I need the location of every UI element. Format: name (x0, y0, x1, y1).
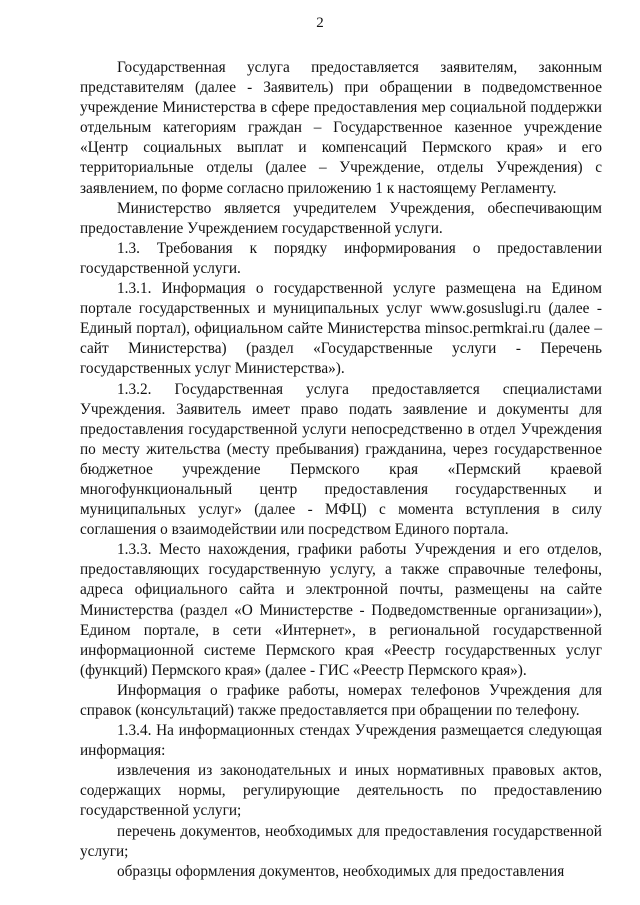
list-item-document-list: перечень документов, необходимых для предоставления государственной услуги; (80, 822, 602, 860)
paragraph-ministry-founder: Министерство является учредителем Учреждения, обеспечивающим предоставление Учреждением государственной услуги. (80, 199, 602, 237)
page-number: 2 (316, 15, 324, 31)
paragraph-1-3-3: 1.3.3. Место нахождения, графики работы Учреждения и его отделов, предоставляющих государственную услугу, а также справочные телефоны, адреса официального сайта и электронной почты, размещены на сайте Министерства (раздел «О Министерстве - Подведомственные организации»), Едином портале, в сети «Интернет», в региональной государственной информационной системе Пермского края «Реестр государственных услуг (функций) Пермского края» (далее - ГИС «Реестр Пермского края»). (80, 541, 602, 679)
paragraph-1-3-4: 1.3.4. На информационных стендах Учреждения размещается следующая информация: (80, 722, 602, 760)
paragraph-1-3-2: 1.3.2. Государственная услуга предоставляется специалистами Учреждения. Заявитель имеет право подать заявление и документы для предоставления государственной услуги непосредственно в отдел Учреждения по месту жительства (месту пребывания) гражданина, через государственное бюджетное учреждение Пермского края «Пермский краевой многофункциональный центр предоставления государственных и муниципальных услуг» (далее - МФЦ) с момента вступления в силу соглашения о взаимодействии или посредством Единого портала. (80, 380, 602, 539)
paragraph-1-3-1: 1.3.1. Информация о государственной услуге размещена на Едином портале государственных и муниципальных услуг www.gosuslugi.ru (далее - Единый портал), официальном сайте Министерства minsoc.permkrai.ru (далее – сайт Министерства) (раздел «Государственные услуги - Перечень государственных услуг Министерства»). (80, 280, 602, 378)
paragraph-phone-info: Информация о графике работы, номерах телефонов Учреждения для справок (консультаций) также предоставляется при обращении по телефону. (80, 681, 602, 719)
paragraph-1-3-heading: 1.3. Требования к порядку информирования о предоставлении государственной услуги. (80, 239, 602, 277)
list-item-legal-extracts: извлечения из законодательных и иных нормативных правовых актов, содержащих нормы, регулирующие деятельность по предоставлению государственной услуги; (80, 762, 602, 820)
paragraph-state-service-applicants: Государственная услуга предоставляется заявителям, законным представителям (далее - Заявитель) при обращении в подведомственное учреждение Министерства в сфере предоставления мер социальной поддержки отдельным категориям граждан – Государственное казенное учреждение «Центр социальных выплат и компенсаций Пермского края» и его территориальные отделы (далее – Учреждение, отделы Учреждения) с заявлением, по форме согласно приложению 1 к настоящему Регламенту. (80, 59, 602, 197)
document-body (80, 58, 602, 882)
list-item-document-samples: образцы оформления документов, необходимых для предоставления (117, 862, 565, 880)
